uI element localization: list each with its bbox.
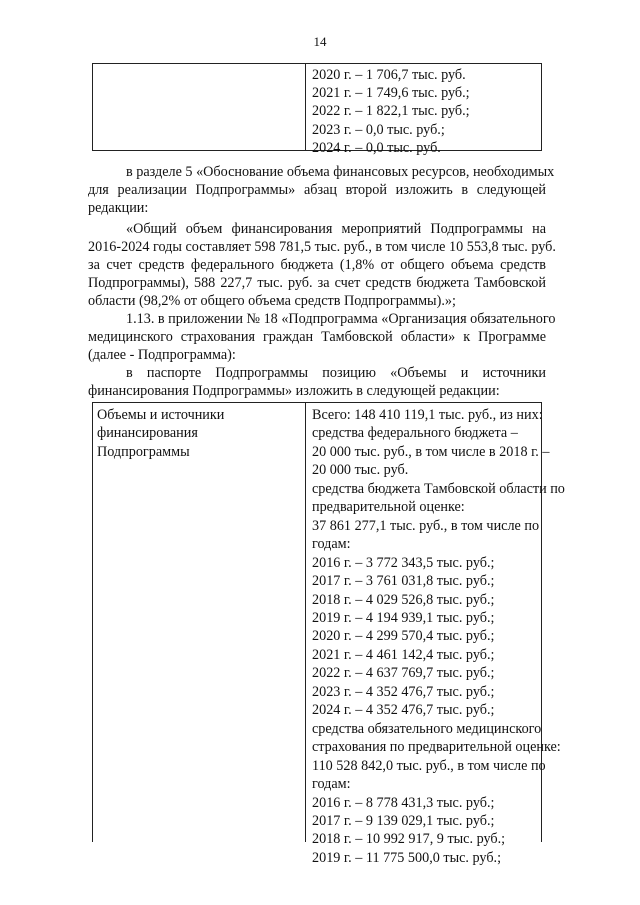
text-line: Подпрограммы), 588 227,7 тыс. руб. за счет средств бюджета Тамбовской: [88, 275, 546, 291]
appendix18-paragraph: [88, 310, 556, 364]
cell-line: 20 000 тыс. руб., в том числе в 2018 г. –: [312, 443, 550, 460]
cell-line: 20 000 тыс. руб.: [312, 462, 409, 479]
cell-line: годам:: [312, 776, 351, 793]
cell-line: Подпрограммы: [97, 443, 190, 460]
cell-line: 37 861 277,1 тыс. руб., в том числе по: [312, 517, 540, 534]
cell-line: 2016 г. – 8 778 431,3 тыс. руб.;: [312, 794, 495, 811]
text-line: для реализации Подпрограммы» абзац второй изложить в следующей: [88, 182, 546, 198]
cell-line: 2018 г. – 10 992 917, 9 тыс. руб.;: [312, 831, 506, 848]
funding-line: 2022 г. – 1 822,1 тыс. руб.;: [312, 103, 470, 120]
funding-line: 2021 г. – 1 749,6 тыс. руб.;: [312, 85, 470, 102]
cell-line: Всего: 148 410 119,1 тыс. руб., из них:: [312, 407, 543, 423]
cell-line: 110 528 842,0 тыс. руб., в том числе по: [312, 757, 546, 774]
cell-line: 2018 г. – 4 029 526,8 тыс. руб.;: [312, 591, 495, 608]
text-line: «Общий объем финансирования мероприятий Подпрограммы на: [126, 221, 546, 237]
funding-line: 2023 г. – 0,0 тыс. руб.;: [312, 121, 445, 138]
funding-details-cell: [312, 406, 565, 867]
cell-line: средства федерального бюджета –: [312, 425, 518, 442]
text-line: (далее - Подпрограмма):: [88, 347, 236, 363]
text-line: в разделе 5 «Обоснование объема финансовых ресурсов, необходимых: [126, 164, 555, 180]
text-line: 1.13. в приложении № 18 «Подпрограмма «Организация обязательного: [126, 311, 556, 327]
cell-line: средства бюджета Тамбовской области по: [312, 480, 565, 497]
funding-table-continued: [92, 63, 542, 156]
cell-line: 2019 г. – 11 775 500,0 тыс. руб.;: [312, 849, 502, 866]
cell-line: 2024 г. – 4 352 476,7 тыс. руб.;: [312, 702, 495, 719]
funding-years-cell: [312, 66, 537, 157]
cell-line: Объемы и источники: [97, 407, 225, 423]
text-line: медицинского страхования граждан Тамбовской области» к Программе: [88, 329, 546, 345]
cell-line: годам:: [312, 536, 351, 553]
cell-line: 2020 г. – 4 299 570,4 тыс. руб.;: [312, 628, 495, 645]
cell-line: предварительной оценке:: [312, 499, 465, 516]
cell-line: 2016 г. – 3 772 343,5 тыс. руб.;: [312, 554, 495, 571]
cell-line: страхования по предварительной оценке:: [312, 739, 561, 756]
text-line: за счет средств федерального бюджета (1,8% от общего объема средств: [88, 257, 546, 273]
funding-line: 2020 г. – 1 706,7 тыс. руб.: [312, 67, 466, 83]
text-line: в паспорте Подпрограммы позицию «Объемы и источники: [126, 365, 546, 381]
cell-line: 2023 г. – 4 352 476,7 тыс. руб.;: [312, 683, 495, 700]
text-line: финансирования Подпрограммы» изложить в следующей редакции:: [88, 383, 500, 399]
cell-line: финансирования: [97, 425, 198, 442]
quoted-financing-paragraph: [88, 220, 556, 310]
cell-line: 2017 г. – 3 761 031,8 тыс. руб.;: [312, 573, 495, 590]
funding-line: 2024 г. – 0,0 тыс. руб.: [312, 139, 441, 156]
table-column-divider: [305, 64, 306, 150]
passport-funding-table: [92, 402, 565, 866]
cell-line: 2017 г. – 9 139 029,1 тыс. руб.;: [312, 812, 495, 829]
cell-line: 2019 г. – 4 194 939,1 тыс. руб.;: [312, 609, 495, 626]
position-name-cell: [97, 406, 297, 461]
passport-paragraph: [88, 364, 546, 400]
table-column-divider: [305, 403, 306, 842]
cell-line: средства обязательного медицинского: [312, 720, 542, 737]
text-line: области (98,2% от общего объема средств Подпрограммы).»;: [88, 293, 456, 309]
section5-paragraph: [88, 163, 555, 217]
cell-line: 2022 г. – 4 637 769,7 тыс. руб.;: [312, 665, 495, 682]
cell-line: 2021 г. – 4 461 142,4 тыс. руб.;: [312, 646, 495, 663]
text-line: 2016-2024 годы составляет 598 781,5 тыс. руб., в том числе 10 553,8 тыс. руб.: [88, 239, 556, 255]
page-number: 14: [313, 34, 327, 49]
text-line: редакции:: [88, 200, 149, 216]
